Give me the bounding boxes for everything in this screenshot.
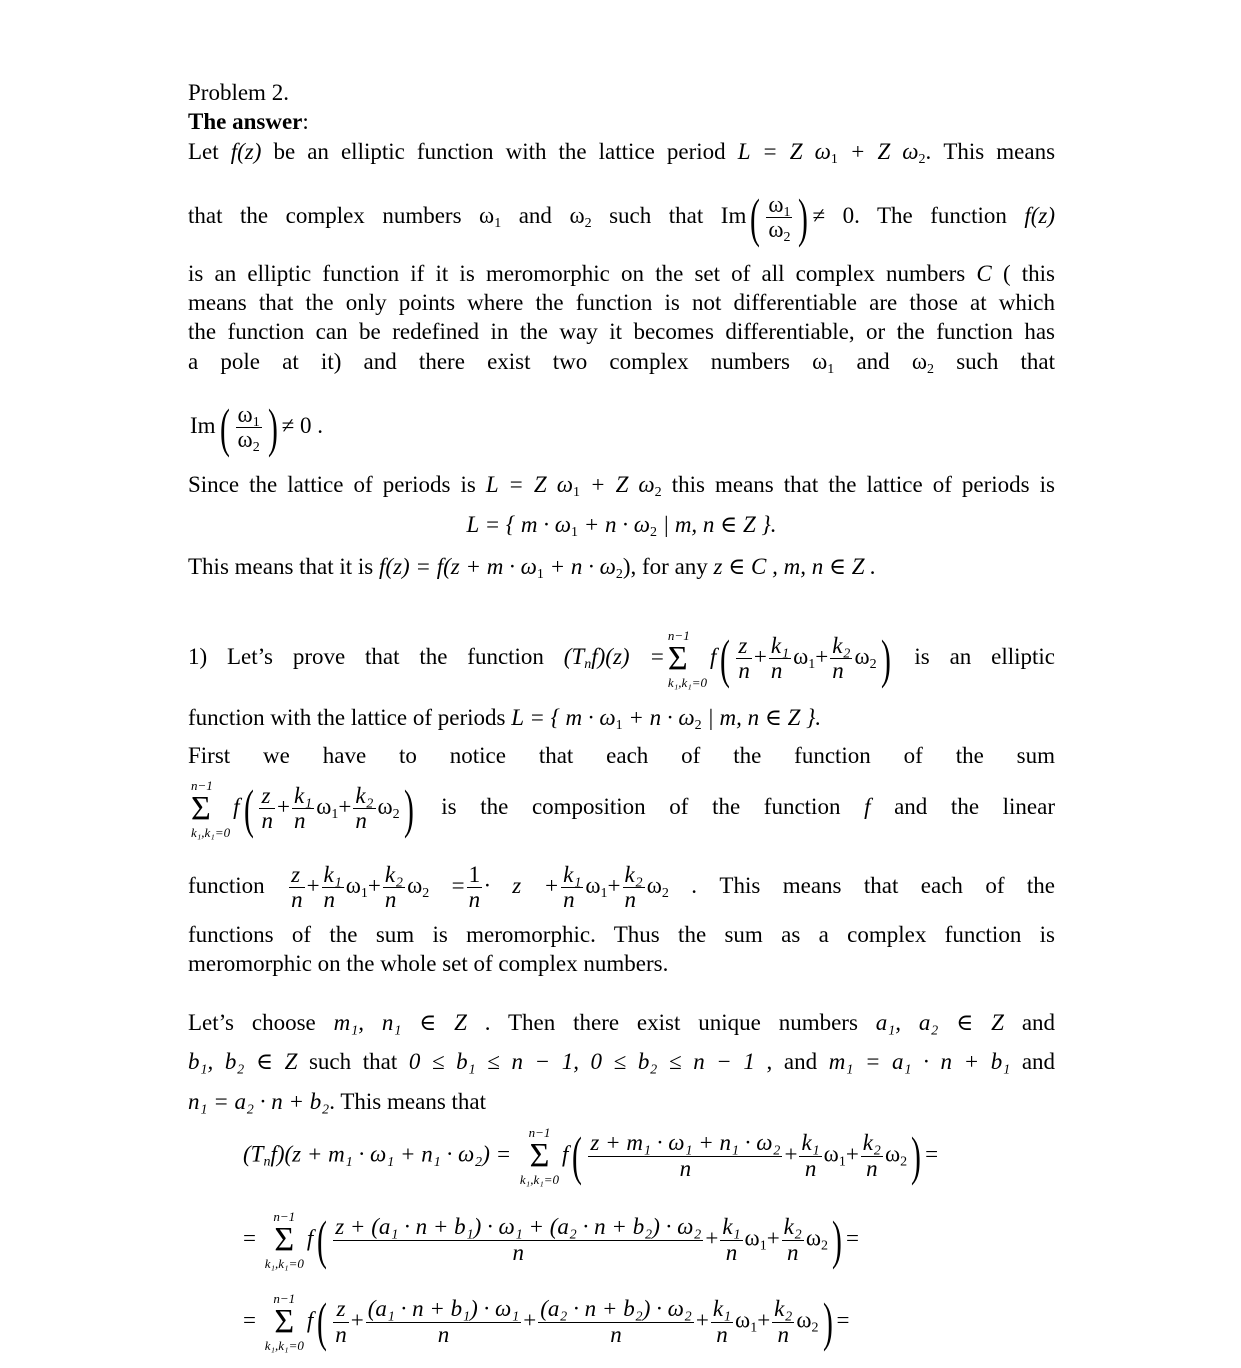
sum-symbol [191, 779, 230, 839]
sub: 1 [783, 205, 791, 221]
neq0: ≠ 0 [812, 203, 855, 228]
frac-den: n [355, 808, 367, 834]
frac-k1-n [292, 784, 314, 833]
sigma: Σ [274, 1221, 295, 1258]
f: f [710, 644, 717, 669]
paren-right: ) [403, 778, 414, 839]
paren-left: ( [750, 187, 761, 248]
sum-symbol [668, 629, 707, 689]
set-c: | m, n ∈ Z }. [707, 705, 822, 730]
dotz: · z + [484, 873, 560, 898]
sub: 2 [821, 1238, 829, 1254]
frac-k1-n [561, 863, 583, 912]
frac-k2-n [830, 634, 852, 683]
sub: 2 [694, 718, 702, 733]
im: Im [190, 413, 216, 438]
p3-line-5 [188, 856, 1055, 916]
sub: 1 [536, 567, 544, 582]
p4-l3-n: n₁ = a₂ · n + b₂ [188, 1089, 330, 1114]
lattice-b: + Z ω [590, 472, 655, 497]
frac-den: n [777, 1321, 790, 1347]
omega2 [911, 349, 935, 377]
p3-l5-a: function [188, 873, 265, 898]
p3-set [511, 705, 822, 733]
paren-left: ( [317, 1210, 328, 1270]
lattice-a: L = Z ω [485, 472, 573, 497]
p3-line-6: functions of the sum is meromorphic. Thus the sum as a complex function is [188, 922, 1055, 947]
p1-l2-c: . The function [854, 203, 1007, 228]
frac-k1-n [799, 1131, 821, 1180]
p3-line-2 [188, 703, 1055, 732]
omega: ω [812, 349, 828, 374]
plus: + [350, 1307, 364, 1333]
omega: ω [377, 794, 393, 819]
frac-den: n [512, 1239, 525, 1265]
omega: ω [735, 1307, 751, 1333]
paren-right: ) [832, 1210, 842, 1270]
frac-k2-n [623, 863, 645, 912]
omega: ω [585, 873, 601, 898]
omega1 [812, 349, 835, 377]
paren-right: ) [880, 628, 891, 689]
plus: + [695, 1307, 709, 1333]
frac-num: k₁ [293, 783, 313, 809]
omega: ω [911, 349, 928, 374]
omega: ω [407, 873, 423, 898]
sum-symbol [520, 1126, 559, 1186]
frac-num: k₁ [801, 1130, 820, 1156]
T: (T [243, 1141, 264, 1167]
frac-num: k₁ [722, 1214, 741, 1240]
frac-den: n [770, 658, 783, 684]
frac-num: z [736, 634, 752, 659]
p3-line-7: meromorphic on the whole set of complex numbers. [188, 951, 669, 976]
p3-line-4 [188, 772, 1055, 842]
frac-num: k₂ [384, 862, 404, 888]
frac-a2 [538, 1297, 694, 1346]
frac-num: z [259, 784, 275, 809]
frac-num: (a₂ · n + b₂) · ω₂ [540, 1296, 692, 1322]
p2-set-equation [188, 510, 1055, 539]
sigma: Σ [667, 639, 688, 677]
answer-colon: : [302, 109, 309, 134]
frac-num: z [289, 863, 305, 888]
sub: 2 [654, 485, 662, 500]
im-ratio [720, 187, 855, 248]
sub: 1 [252, 415, 260, 431]
sub: 1 [600, 886, 608, 901]
p4-l2-bb: b₁, b₂ ∈ Z [188, 1049, 298, 1074]
frac-den [236, 427, 262, 456]
set-a: L = { m · ω [511, 705, 616, 730]
linear-function [287, 862, 669, 913]
p4-line-1 [188, 1008, 1055, 1037]
period-c: ), [622, 554, 637, 579]
p2-line-1 [188, 470, 1055, 499]
omega: ω [479, 203, 495, 228]
p3-l1-b: is an elliptic [914, 644, 1056, 669]
sum-lower: k₁,k₁=0 [667, 674, 708, 690]
p2-l3-a: This means that it is [188, 554, 374, 579]
sub: 1 [360, 886, 368, 901]
p1-line-5: the function can be redefined in the way it becomes differentiable, or the function has [188, 319, 1055, 344]
set-b: + n · ω [628, 705, 695, 730]
sub: 1 [808, 657, 816, 672]
sum-upper: n−1 [273, 1291, 296, 1306]
plus: + [705, 1225, 719, 1251]
sub: 2 [392, 807, 400, 822]
plus: + [306, 873, 320, 898]
p4-l1-m: m₁, n₁ ∈ Z [333, 1010, 467, 1035]
sub: 2 [918, 152, 926, 167]
sigma: Σ [529, 1137, 550, 1174]
eq: = [451, 873, 465, 898]
p1-line-7 [190, 388, 1057, 464]
sum-upper: n−1 [667, 627, 690, 643]
p2-periodicity [379, 554, 637, 582]
set-eq-a: L = { m · ω [466, 512, 571, 537]
sigma: Σ [274, 1303, 295, 1340]
frac-k1-n [711, 1297, 733, 1346]
period-b: + n · ω [549, 554, 616, 579]
sub: n [584, 657, 592, 672]
sum-expression [188, 777, 418, 840]
frac-k2-n [383, 863, 405, 912]
frac-den: n [261, 808, 273, 834]
frac-k1-n [769, 634, 791, 683]
p1-fz: f(z) [230, 139, 262, 164]
p1-l3-b: ( this [1002, 261, 1055, 286]
frac-den: n [563, 887, 575, 913]
T2: f)(z) = [591, 644, 665, 669]
omega-ratio [236, 402, 262, 456]
frac-den: n [610, 1321, 622, 1347]
transform-def [563, 627, 895, 690]
frac-den: n [437, 1321, 450, 1347]
sub: 1 [331, 807, 339, 822]
p1-l3: is an elliptic function if it is meromorphic on the set of all complex numbers [188, 261, 966, 286]
frac-den: n [291, 887, 303, 913]
sub: 1 [750, 1320, 758, 1336]
eq: = [243, 1307, 256, 1333]
lhs: f)(z + m₁ · ω₁ + n₁ · ω₂) = [270, 1141, 512, 1167]
paren-right: ) [822, 1292, 833, 1352]
frac-k2-n [861, 1131, 883, 1180]
sub: 1 [759, 1238, 767, 1254]
frac-num: z + m₁ · ω₁ + n₁ · ω₂ [590, 1130, 781, 1156]
p1-l6-b: such that [956, 349, 1056, 374]
neq0: ≠ 0 . [281, 413, 324, 438]
equation-line-1 [243, 1126, 938, 1186]
omega: ω [237, 427, 253, 453]
omega: ω [316, 794, 332, 819]
p1-lattice [737, 139, 926, 167]
p3-line-3: First we have to notice that each of the function of the sum [188, 743, 1055, 768]
p4-l1-a: Let’s choose [188, 1010, 316, 1035]
frac-num: k₁ [323, 862, 342, 888]
p2-lattice [485, 472, 662, 500]
p1-line-3 [188, 259, 1055, 288]
sub: 1 [838, 1154, 846, 1170]
frac-num: 1 [468, 862, 481, 888]
p1-l2-a: that the complex numbers [188, 203, 462, 228]
frac-k1-n [322, 863, 344, 912]
frac-num: k₁ [563, 862, 582, 888]
frac-num: k₂ [862, 1130, 882, 1156]
omega-ratio [766, 192, 792, 246]
sub: 1 [827, 362, 835, 377]
p1-l6-and: and [856, 349, 890, 374]
p4-l2-comma: , [766, 1049, 773, 1074]
paren-left: ( [720, 628, 731, 689]
p1-fz-2: f(z) [1024, 203, 1056, 228]
sub: 1 [494, 216, 502, 231]
frac-a1 [366, 1297, 522, 1346]
p1-l2-b: such that [609, 203, 704, 228]
sub: 2 [650, 525, 657, 540]
p4-line-2 [188, 1047, 1055, 1076]
frac-big [333, 1215, 703, 1264]
frac-num: k₁ [712, 1296, 732, 1322]
frac-den: n [738, 658, 750, 684]
p2-line-3 [188, 552, 1055, 581]
answer-heading-line [188, 107, 1055, 136]
frac-k2-n [353, 784, 375, 833]
p2-l3-b: for any [642, 554, 708, 579]
p4-line-3 [188, 1087, 1055, 1116]
set-eq-c: | m, n ∈ Z }. [662, 512, 777, 537]
omega: ω [768, 192, 784, 218]
frac-den: n [679, 1155, 692, 1181]
plus: + [784, 1141, 798, 1167]
sub: 2 [615, 567, 623, 582]
p2-l1-b: this means that the lattice of periods is [671, 472, 1055, 497]
p4-l2-and2: and [1021, 1049, 1056, 1074]
p2-l1-a: Since the lattice of periods is [188, 472, 476, 497]
frac-num: z [333, 1297, 349, 1322]
plus: + [753, 644, 767, 669]
frac-den: n [804, 1155, 817, 1181]
p1-l2-and: and [518, 203, 552, 228]
p4-l1-c: and [1021, 1010, 1056, 1035]
plus: + [276, 794, 290, 819]
frac-den: n [384, 887, 397, 913]
period-a: f(z) = f(z + m · ω [379, 554, 537, 579]
f: f [306, 1225, 314, 1251]
p3-l1-a: 1) Let’s prove that the function [188, 644, 544, 669]
frac-num: k₂ [774, 1296, 793, 1322]
p1-line-4: means that the only points where the function is not differentiable are those at which [188, 290, 1055, 315]
equation-line-3 [243, 1292, 850, 1352]
plus: + [845, 1141, 859, 1167]
frac-k1-n [720, 1215, 742, 1264]
p3-line-1 [188, 620, 1055, 694]
sum-lower: k₁,k₁=0 [264, 1256, 304, 1271]
frac-num: k₂ [783, 1214, 802, 1240]
frac-den: n [716, 1321, 728, 1347]
sum-lower: k₁,k₁=0 [191, 824, 231, 840]
p1-text-b: be an elliptic function with the lattice period [273, 139, 726, 164]
plus: + [367, 873, 381, 898]
sub: 2 [900, 1154, 908, 1170]
omega: ω [744, 1225, 760, 1251]
sum-symbol [265, 1292, 304, 1352]
frac-den [766, 217, 792, 246]
frac-num: k₂ [355, 783, 374, 809]
p3-l2: function with the lattice of periods [188, 705, 506, 730]
p4-l1-ab: a₁, a₂ ∈ Z [875, 1010, 1004, 1035]
paren-left: ( [572, 1126, 583, 1186]
paren-left: ( [243, 778, 254, 839]
plus: + [815, 644, 829, 669]
f: f [306, 1307, 314, 1333]
sub: 2 [927, 362, 935, 377]
paren-left: ( [317, 1292, 328, 1352]
frac-den: n [624, 887, 637, 913]
p1-l6-a: a pole at it) and there exist two complex numbers [188, 349, 790, 374]
sub: 2 [252, 440, 260, 456]
frac-den: n [832, 658, 844, 684]
sum-upper: n−1 [273, 1209, 296, 1224]
plus: + [523, 1307, 537, 1333]
p4-l2-m: m₁ = a₁ · n + b₁ [828, 1049, 1011, 1074]
p1-let: Let [188, 139, 219, 164]
p1-text-c: . This means [925, 139, 1056, 164]
plus: + [757, 1307, 771, 1333]
frac-num: z + (a₁ · n + b₁) · ω₁ + (a₂ · n + b₂) · ω₂ [335, 1214, 702, 1240]
frac-den: n [787, 1239, 799, 1265]
p2-l3-c: z ∈ C , m, n ∈ Z . [713, 554, 877, 579]
f: f [233, 794, 240, 819]
paren-right: ) [798, 187, 809, 248]
p4-l2-a: such that [308, 1049, 398, 1074]
plus: + [766, 1225, 780, 1251]
frac-big [588, 1131, 782, 1180]
frac-den: n [323, 887, 336, 913]
p1-line-2 [188, 178, 1055, 254]
sum-upper: n−1 [191, 777, 213, 793]
omega: ω [646, 873, 662, 898]
sub: n [263, 1154, 271, 1170]
p3-l5-b: . This means that each of the [691, 873, 1055, 898]
frac-k2-n [772, 1297, 794, 1346]
frac-z-n [259, 784, 275, 833]
eq: = [836, 1307, 850, 1333]
frac-num [766, 192, 792, 221]
frac-num: (a₁ · n + b₁) · ω₁ [367, 1296, 520, 1322]
sub: 1 [615, 718, 623, 733]
frac-den: n [725, 1239, 738, 1265]
sub: 2 [811, 1320, 819, 1336]
p3-l4-c: and the linear [894, 794, 1055, 819]
omega: ω [796, 1307, 812, 1333]
set-C: C [976, 261, 992, 286]
paren-right: ) [267, 397, 278, 458]
set-eq-b: + n · ω [583, 512, 650, 537]
frac-num: k₂ [624, 862, 643, 888]
problem-title: Problem 2. [188, 80, 289, 105]
f: f [562, 1141, 569, 1167]
p3-l4-f: f [864, 794, 871, 819]
frac-k2-n [782, 1215, 804, 1264]
sum-symbol [265, 1210, 304, 1270]
frac-z-n [736, 634, 752, 683]
p4-l1-b: . Then there exist unique numbers [484, 1010, 858, 1035]
omega: ω [768, 217, 784, 243]
paren-left: ( [219, 397, 230, 458]
eq: = [846, 1225, 859, 1251]
frac-den: n [468, 887, 481, 913]
p1-line-1 [188, 137, 1055, 166]
plus: + [607, 873, 621, 898]
sub: 1 [570, 525, 578, 540]
omega: ω [345, 873, 361, 898]
p4-l2-and: and [783, 1049, 818, 1074]
p4-l2-ineq: 0 ≤ b₁ ≤ n − 1, 0 ≤ b₂ ≤ n − 1 [408, 1049, 755, 1074]
p1-lattice-b: + Z ω [849, 139, 919, 164]
sigma: Σ [191, 789, 211, 827]
omega: ω [823, 1141, 839, 1167]
sum-upper: n−1 [528, 1125, 551, 1140]
sub: 1 [830, 152, 838, 167]
frac-num: k₂ [832, 633, 851, 659]
im: Im [720, 203, 747, 228]
sub: 2 [783, 230, 791, 246]
omega1 [479, 203, 502, 231]
frac-z-n [333, 1297, 349, 1346]
omega: ω [805, 1225, 822, 1251]
plus: + [338, 794, 352, 819]
frac-num: k₁ [770, 633, 790, 659]
sub: 1 [572, 485, 580, 500]
omega: ω [793, 644, 809, 669]
frac-den: n [866, 1155, 878, 1181]
frac-den: n [293, 808, 306, 834]
frac-z-n [289, 863, 305, 912]
answer-heading: The answer [188, 109, 303, 134]
eq: = [925, 1141, 939, 1167]
sub: 2 [584, 216, 592, 231]
frac-1-n [467, 863, 483, 912]
p4-l3-b: . This means that [329, 1089, 487, 1114]
equation-line-2 [243, 1210, 859, 1270]
p3-l4-b: is the composition of the function [441, 794, 841, 819]
sub: 2 [661, 886, 669, 901]
sub: 2 [869, 657, 877, 672]
frac-num [236, 402, 262, 431]
sum-lower: k₁,k₁=0 [519, 1172, 560, 1187]
omega: ω [885, 1141, 901, 1167]
p1-lattice-a: L = Z ω [737, 139, 831, 164]
sum-lower: k₁,k₁=0 [264, 1338, 304, 1353]
omega: ω [854, 644, 870, 669]
p1-line-6 [188, 347, 1055, 376]
T: (T [563, 644, 585, 669]
omega: ω [569, 203, 585, 228]
omega2 [569, 203, 592, 231]
frac-den: n [335, 1321, 347, 1347]
sub: 2 [422, 886, 430, 901]
omega: ω [237, 402, 253, 428]
eq: = [243, 1225, 256, 1251]
paren-right: ) [911, 1126, 922, 1186]
